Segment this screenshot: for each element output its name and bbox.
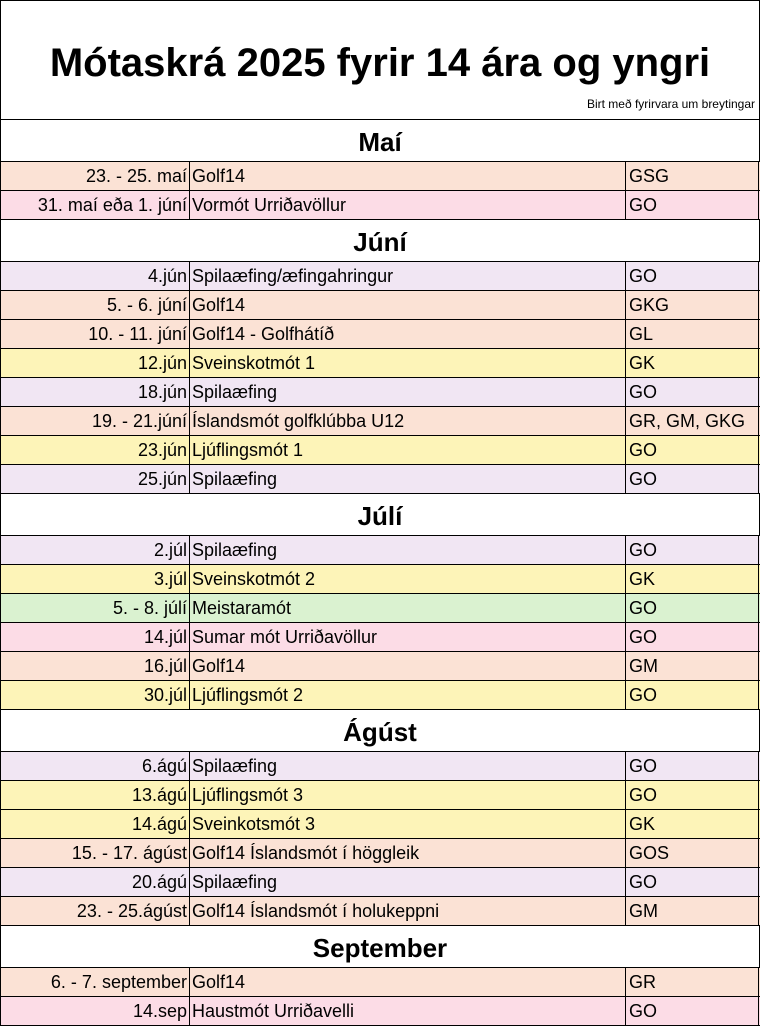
club-cell[interactable]: GO xyxy=(626,191,759,219)
date-cell[interactable]: 10. - 11. júní xyxy=(1,320,190,348)
date-cell[interactable]: 18.jún xyxy=(1,378,190,406)
date-cell[interactable]: 19. - 21.júní xyxy=(1,407,190,435)
table-row xyxy=(1,997,760,1026)
date-cell[interactable]: 16.júl xyxy=(1,652,190,680)
date-cell[interactable]: 20.ágú xyxy=(1,868,190,896)
table-row xyxy=(1,781,760,810)
event-cell[interactable]: Ljúflingsmót 1 xyxy=(190,436,626,464)
club-cell[interactable]: GKG xyxy=(626,291,759,319)
table-row xyxy=(1,262,760,291)
date-cell[interactable]: 2.júl xyxy=(1,536,190,564)
table-row xyxy=(1,968,760,997)
club-cell[interactable]: GO xyxy=(626,594,759,622)
event-cell[interactable]: Golf14 xyxy=(190,291,626,319)
club-cell[interactable]: GM xyxy=(626,897,759,925)
table-row xyxy=(1,436,760,465)
table-row xyxy=(1,623,760,652)
event-cell[interactable]: Haustmót Urriðavelli xyxy=(190,997,626,1025)
event-cell[interactable]: Golf14 xyxy=(190,162,626,190)
club-cell[interactable]: GO xyxy=(626,781,759,809)
date-cell[interactable]: 14.júl xyxy=(1,623,190,651)
table-row xyxy=(1,465,760,494)
club-cell[interactable]: GO xyxy=(626,623,759,651)
club-cell[interactable]: GK xyxy=(626,349,759,377)
club-cell[interactable]: GK xyxy=(626,810,759,838)
table-row xyxy=(1,839,760,868)
table-row xyxy=(1,594,760,623)
table-row xyxy=(1,810,760,839)
table-row xyxy=(1,681,760,710)
date-cell[interactable]: 25.jún xyxy=(1,465,190,493)
month-header: Ágúst xyxy=(1,710,760,752)
month-header: Maí xyxy=(1,120,760,162)
date-cell[interactable]: 14.sep xyxy=(1,997,190,1025)
club-cell[interactable]: GOS xyxy=(626,839,759,867)
club-cell[interactable]: GK xyxy=(626,565,759,593)
event-cell[interactable]: Ljúflingsmót 3 xyxy=(190,781,626,809)
table-row xyxy=(1,191,760,220)
month-header: Júlí xyxy=(1,494,760,536)
club-cell[interactable]: GSG xyxy=(626,162,759,190)
date-cell[interactable]: 31. maí eða 1. júní xyxy=(1,191,190,219)
event-cell[interactable]: Spilaæfing xyxy=(190,752,626,780)
club-cell[interactable]: GM xyxy=(626,652,759,680)
table-row xyxy=(1,565,760,594)
club-cell[interactable]: GO xyxy=(626,681,759,709)
table-row xyxy=(1,897,760,926)
date-cell[interactable]: 4.jún xyxy=(1,262,190,290)
club-cell[interactable]: GO xyxy=(626,465,759,493)
date-cell[interactable]: 14.ágú xyxy=(1,810,190,838)
page-subtitle: Birt með fyrirvara um breytingar xyxy=(586,97,755,111)
table-row xyxy=(1,349,760,378)
event-cell[interactable]: Golf14 xyxy=(190,968,626,996)
club-cell[interactable]: GO xyxy=(626,752,759,780)
club-cell[interactable]: GO xyxy=(626,436,759,464)
table-row xyxy=(1,378,760,407)
date-cell[interactable]: 15. - 17. ágúst xyxy=(1,839,190,867)
event-cell[interactable]: Spilaæfing xyxy=(190,465,626,493)
table-row xyxy=(1,291,760,320)
event-cell[interactable]: Spilaæfing xyxy=(190,868,626,896)
date-cell[interactable]: 23. - 25. maí xyxy=(1,162,190,190)
date-cell[interactable]: 30.júl xyxy=(1,681,190,709)
table-row xyxy=(1,536,760,565)
event-cell[interactable]: Sveinkotsmót 3 xyxy=(190,810,626,838)
event-cell[interactable]: Meistaramót xyxy=(190,594,626,622)
club-cell[interactable]: GR, GM, GKG xyxy=(626,407,759,435)
date-cell[interactable]: 13.ágú xyxy=(1,781,190,809)
schedule-table xyxy=(1,120,760,1026)
table-row xyxy=(1,320,760,349)
table-row xyxy=(1,652,760,681)
date-cell[interactable]: 5. - 8. júlí xyxy=(1,594,190,622)
table-row xyxy=(1,868,760,897)
date-cell[interactable]: 23. - 25.ágúst xyxy=(1,897,190,925)
club-cell[interactable]: GO xyxy=(626,536,759,564)
event-cell[interactable]: Spilaæfing xyxy=(190,536,626,564)
club-cell[interactable]: GO xyxy=(626,868,759,896)
event-cell[interactable]: Íslandsmót golfklúbba U12 xyxy=(190,407,626,435)
page-title: Mótaskrá 2025 fyrir 14 ára og yngri xyxy=(49,41,711,85)
title-block xyxy=(1,1,760,120)
date-cell[interactable]: 6. - 7. september xyxy=(1,968,190,996)
event-cell[interactable]: Golf14 - Golfhátíð xyxy=(190,320,626,348)
event-cell[interactable]: Sveinskotmót 1 xyxy=(190,349,626,377)
event-cell[interactable]: Spilaæfing xyxy=(190,378,626,406)
club-cell[interactable]: GR xyxy=(626,968,759,996)
event-cell[interactable]: Vormót Urriðavöllur xyxy=(190,191,626,219)
event-cell[interactable]: Sumar mót Urriðavöllur xyxy=(190,623,626,651)
event-cell[interactable]: Golf14 xyxy=(190,652,626,680)
date-cell[interactable]: 5. - 6. júní xyxy=(1,291,190,319)
date-cell[interactable]: 12.jún xyxy=(1,349,190,377)
club-cell[interactable]: GL xyxy=(626,320,759,348)
event-cell[interactable]: Ljúflingsmót 2 xyxy=(190,681,626,709)
date-cell[interactable]: 3.júl xyxy=(1,565,190,593)
event-cell[interactable]: Golf14 Íslandsmót í höggleik xyxy=(190,839,626,867)
table-row xyxy=(1,162,760,191)
club-cell[interactable]: GO xyxy=(626,378,759,406)
event-cell[interactable]: Spilaæfing/æfingahringur xyxy=(190,262,626,290)
date-cell[interactable]: 23.jún xyxy=(1,436,190,464)
month-header: Júní xyxy=(1,220,760,262)
table-row xyxy=(1,752,760,781)
event-cell[interactable]: Golf14 Íslandsmót í holukeppni xyxy=(190,897,626,925)
month-header: September xyxy=(1,926,760,968)
event-cell[interactable]: Sveinskotmót 2 xyxy=(190,565,626,593)
club-cell[interactable]: GO xyxy=(626,997,759,1025)
club-cell[interactable]: GO xyxy=(626,262,759,290)
date-cell[interactable]: 6.ágú xyxy=(1,752,190,780)
table-row xyxy=(1,407,760,436)
